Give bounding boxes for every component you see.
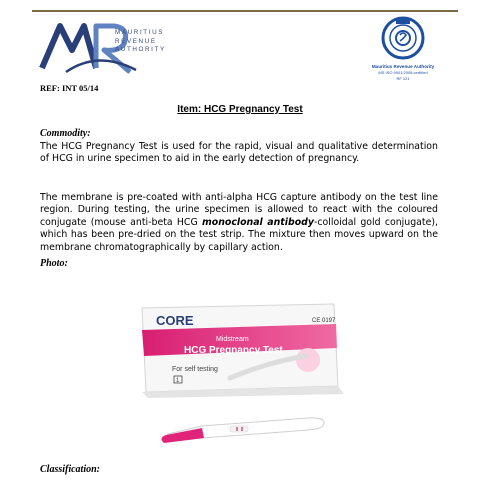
commodity-paragraph-2: [40, 192, 438, 254]
reference-number: REF: INT 05/14: [40, 83, 99, 93]
logo-wordmark: [115, 29, 166, 55]
box-line-1: Midstream: [216, 336, 249, 343]
ce-mark: CE 0197: [312, 318, 336, 324]
certification-block: [362, 16, 444, 81]
p2-part-a: The membrane is pre-coated with anti-alpha HCG capture antibody on the test line region. During testing, the urine specimen is allowed to react with the coloured conjugate (mouse anti-beta HCG: [40, 192, 438, 228]
box-count: 1: [176, 378, 180, 384]
commodity-heading: Commodity:: [40, 128, 91, 139]
cert-caption-2: MS ISO 9001:2008 certified: [378, 70, 428, 75]
p2-emphasis: monoclonal antibody: [202, 216, 314, 228]
product-photo: [138, 298, 348, 450]
cert-caption-3: RF 121: [396, 75, 410, 81]
msb-seal-icon: [381, 16, 425, 60]
commodity-paragraph-1: The HCG Pregnancy Test is used for the rapid, visual and qualitative determination of HCG in urine specimen to aid in the early detection of pregnancy.: [40, 141, 438, 165]
box-line-3: For self testing: [172, 366, 218, 373]
logo-line-3: AUTHORITY: [115, 46, 166, 53]
header-rule: [32, 10, 458, 12]
cert-caption-1: Mauritius Revenue Authority: [371, 64, 435, 69]
brand-logo: CORE: [156, 313, 194, 328]
logo-line-2: REVENUE: [115, 37, 157, 45]
item-title: Item: HCG Pregnancy Test: [177, 104, 303, 115]
logo-line-1: MAURITIUS: [115, 29, 165, 36]
box-line-2: HCG Pregnancy Test: [184, 345, 283, 356]
photo-heading: Photo:: [40, 258, 68, 269]
p2-part-b: -colloidal gold conjugate), which has been pre-dried on the test strip. The mixture then moves upward on the membrane chromatographically by capillary action.: [40, 216, 438, 253]
classification-heading: Classification:: [40, 464, 101, 475]
